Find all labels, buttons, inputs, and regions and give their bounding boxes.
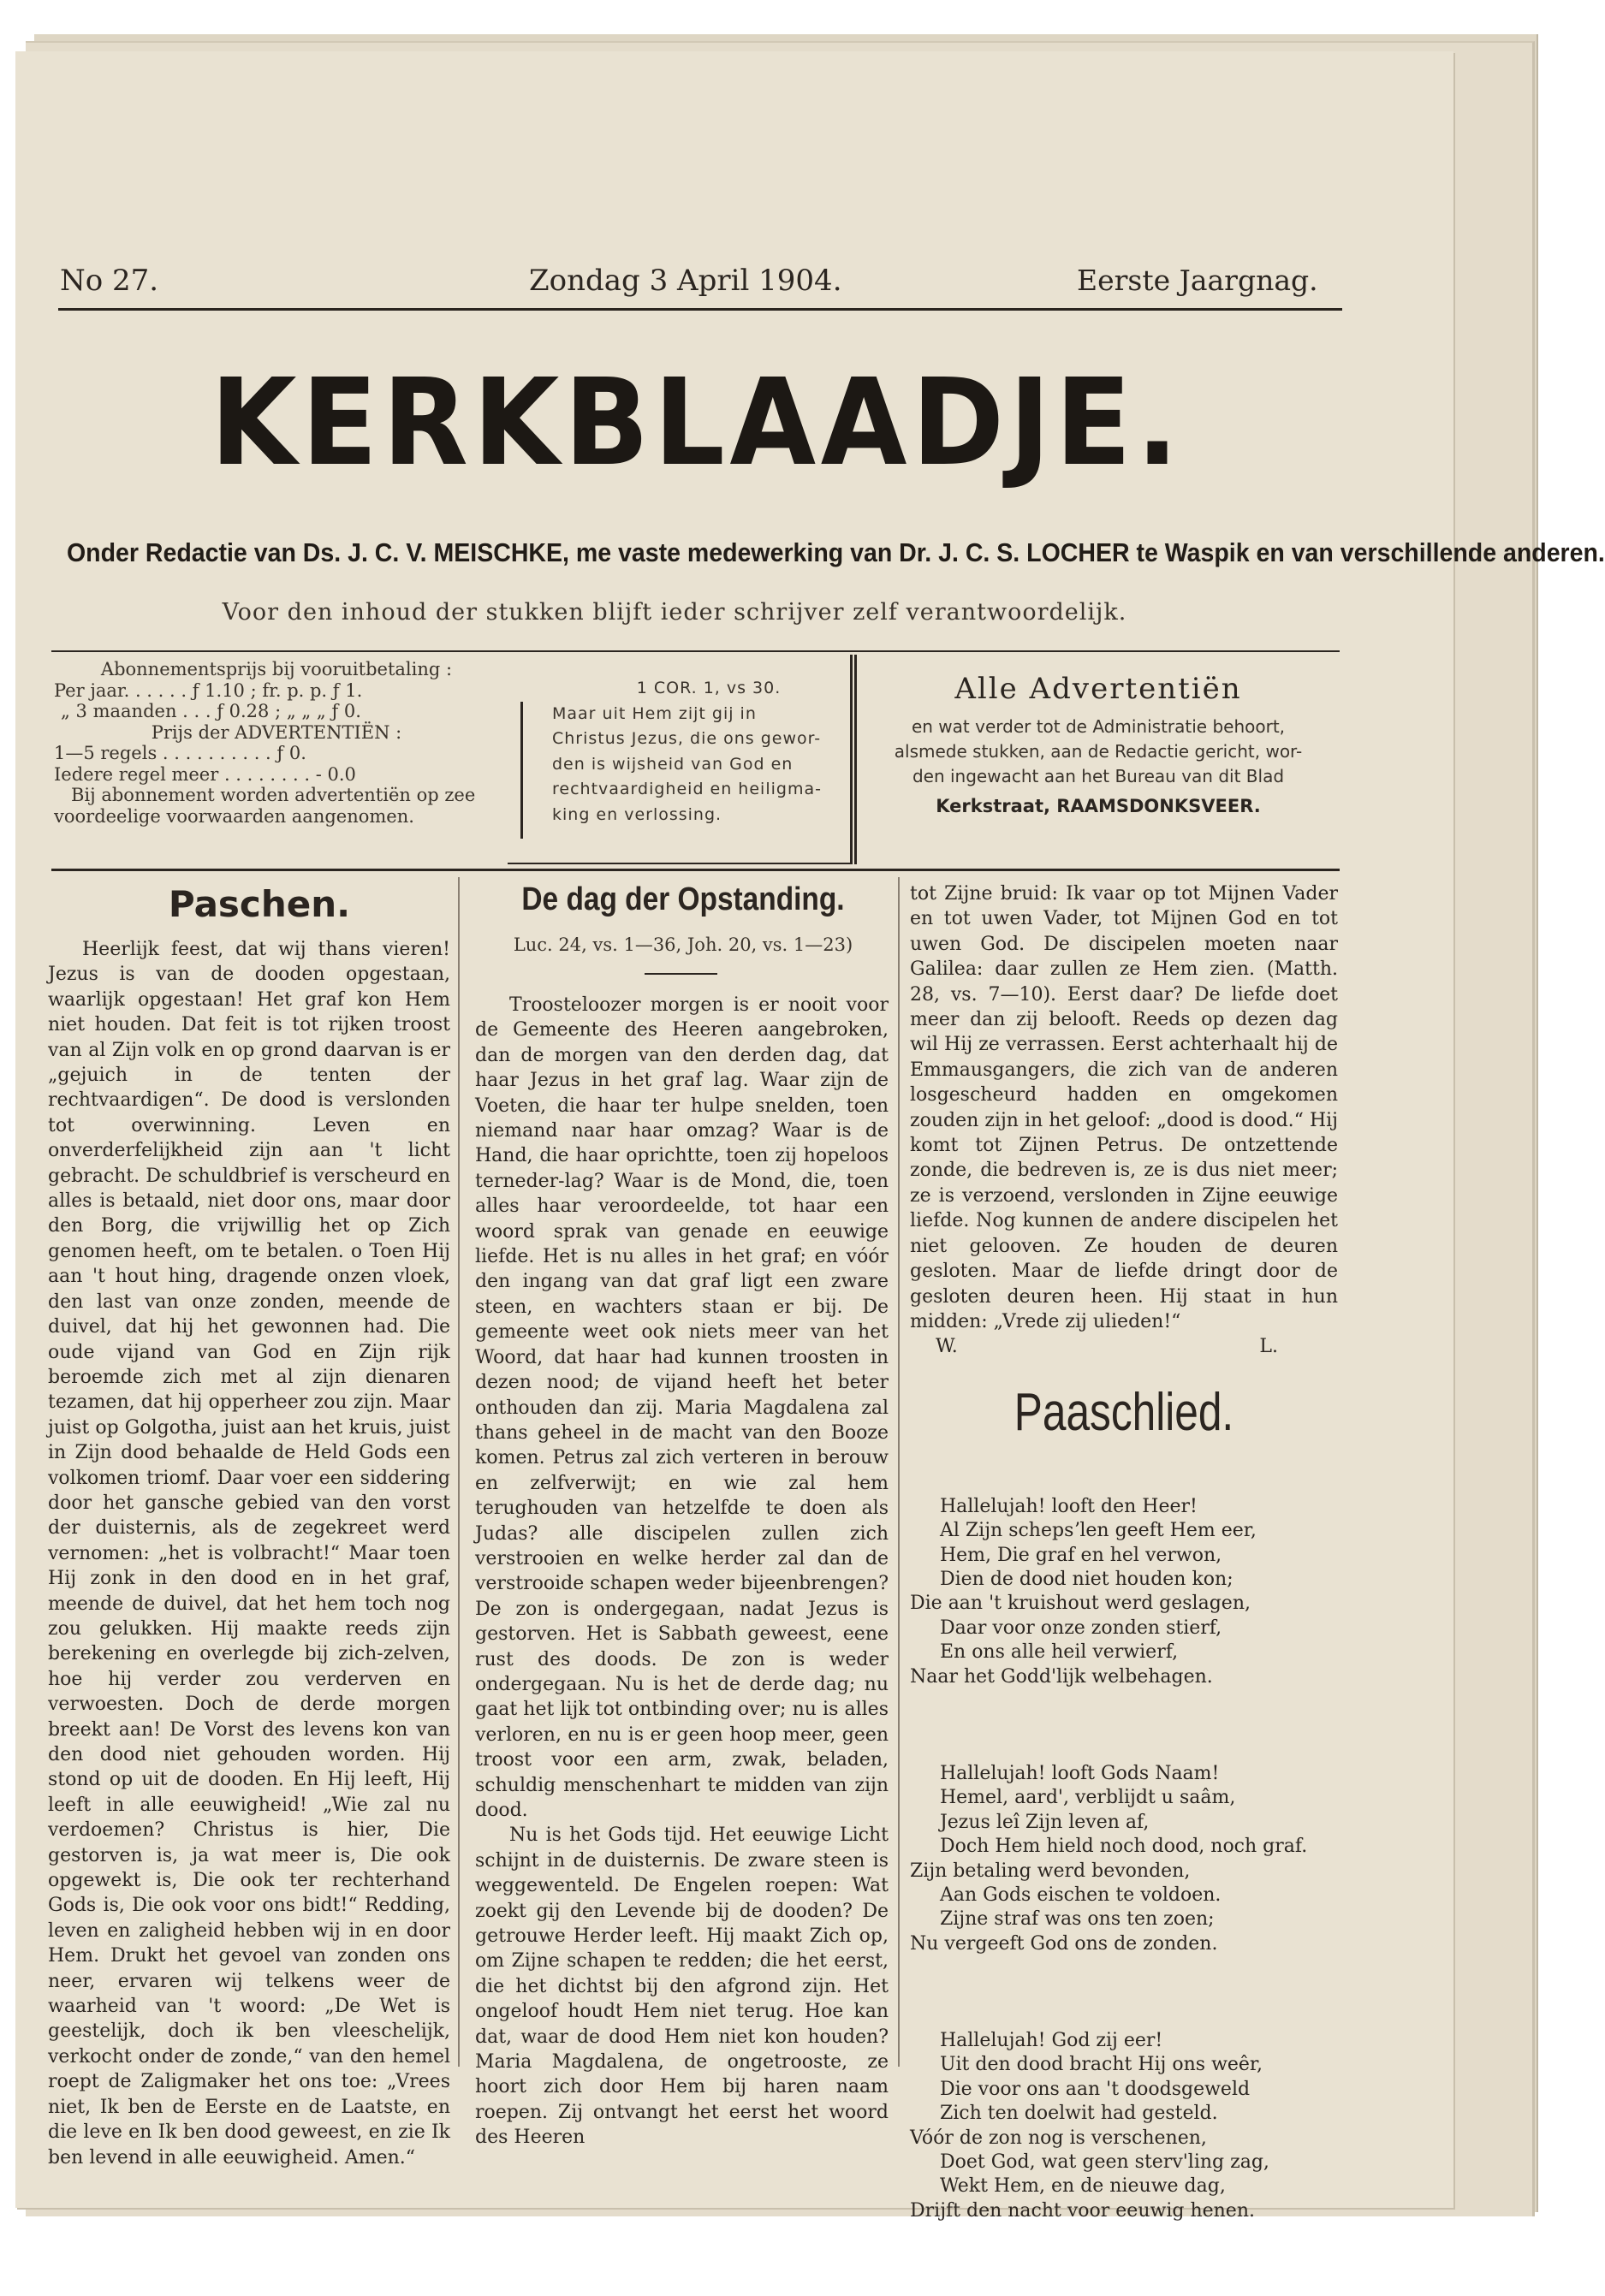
advertisement-line: en wat verder tot de Administratie behoort,: [911, 716, 1286, 737]
verse-line: Christus Jezus, die ons gewor-: [552, 729, 822, 748]
masthead-title: KERKBLAADJE.: [210, 353, 1184, 493]
verse-box-right-rule: [850, 655, 853, 864]
poem-title: Paaschlied.: [1014, 1383, 1234, 1442]
article-opstanding-body-part2: [910, 881, 1338, 1360]
signature-initial-left: W.: [936, 1336, 958, 1358]
advertisement-line: alsmede stukken, aan de Redactie gericht, wor-: [894, 741, 1303, 762]
verse-box: [533, 676, 850, 828]
verse-box-left-rule: [520, 702, 523, 839]
editorial-line: Onder Redactie van Ds. J. C. V. MEISCHKE, me vaste medewerking van Dr. J. C. S. LOCHER te Waspik en van verschillende anderen.: [67, 537, 1605, 567]
subscription-line: „ 3 maanden . . . ƒ 0.28 ; „ „ „ ƒ 0.: [61, 701, 361, 721]
advertisement-box: [863, 672, 1334, 816]
verse-box-bottom-rule: [508, 863, 852, 864]
newspaper-page: [15, 51, 1605, 2222]
column-rule-1: [458, 877, 460, 2067]
verse-line: rechtvaardigheid en heiligma-: [552, 780, 822, 798]
subscription-heading: Abonnementsprijs bij vooruitbetaling :: [100, 659, 453, 679]
issue-date: Zondag 3 April 1904.: [529, 264, 842, 298]
responsibility-line: Voor den inhoud der stukken blijft ieder schrijver zelf verantwoordelijk.: [222, 599, 1127, 626]
advert-price-heading: Prijs der ADVERTENTIËN :: [151, 721, 402, 743]
header-rule: [58, 308, 1342, 311]
advert-box-left-rule: [854, 655, 857, 864]
subscription-line: voordeelige voorwaarden aangenomen.: [54, 805, 414, 827]
article-paschen-body: [48, 937, 450, 2170]
article-reference-rule: [645, 973, 717, 975]
advertisement-address: Kerkstraat, RAAMSDONKSVEER.: [936, 796, 1261, 816]
advertisement-line: den ingewacht aan het Bureau van dit Blad: [912, 766, 1285, 786]
article-paragraph: Nu is het Gods tijd. Het eeuwige Licht schijnt in de duisternis. De zware steen is weggewenteld. De Engelen roepen: Wat zoekt gij den Levende bij de dooden? De getrouwe Herder leeft. Hij maakt Zich op, om Zijne schapen te redden; die het eerst, die het dichtst bij den afgrond zijn. Het ongeloof houdt Hem niet terug. Hoe kan dat, waar de dood Hem niet kon houden? Maria Magdalena, de ongetrooste, ze hoort zich door Hem bij haren naam roepen. Zij ontvangt het eerst het woord des Heeren: [475, 1824, 889, 2149]
signature-initial-right: L.: [1259, 1336, 1278, 1358]
poem-stanza: Hallelujah! God zij eer! Uit den dood bracht Hij ons weêr, Die voor ons aan 't doodsgeweld Zich ten doelwit had gesteld. Vóór de zon nog is verschenen, Doet God, wat geen sterv'ling zag, Wekt Hem, en de nieuwe dag, Drijft den nacht voor eeuwig henen.: [910, 2029, 1269, 2222]
article-title-opstanding: De dag der Opstanding.: [521, 881, 845, 917]
box-bottom-rule: [51, 869, 1340, 871]
poem-body: [910, 1446, 1338, 2296]
verse-line: king en verlossing.: [552, 804, 722, 824]
advertisement-title: Alle Advertentiën: [954, 672, 1242, 706]
verse-line: Maar uit Hem zijt gij in: [552, 703, 757, 723]
article-reference: Luc. 24, vs. 1—36, Joh. 20, vs. 1—23): [513, 934, 853, 955]
subscription-box: [54, 659, 499, 827]
column-rule-2: [898, 877, 900, 2067]
article-title-paschen: Paschen.: [168, 883, 351, 925]
verse-line: den is wijsheid van God en: [552, 754, 794, 774]
subscription-line: 1—5 regels . . . . . . . . . . ƒ 0.: [54, 743, 306, 763]
article-paragraph-continued: tot Zijne bruid: Ik vaar op tot Mijnen Vader en tot uwen Vader, tot Mijnen God en tot uwen God. De discipelen moeten naar Galilea: daar zullen ze Hem zien. (Matth. 28, vs. 7—10). Eerst daar? De liefde doet meer dan zij belooft. Reeds op dezen dag wil Hij ze verrassen. Eerst achterhaalt hij de Emmausgangers, die zich van de anderen losgescheurd hadden en omgekomen zouden zijn in het geloof: „dood is dood.“ Hij komt tot Zijnen Petrus. De ontzettende zonde, die bedreven is, ze is dus niet meer; ze is verzoend, verslonden in Zijne eeuwige liefde. Nog kunnen de andere discipelen het niet gelooven. Ze houden de deuren gesloten. Maar de liefde dringt door de gesloten deuren heen. Hij staat in hun midden: „Vrede zij ulieden!“: [910, 883, 1338, 1332]
article-opstanding-body-part1: [475, 993, 889, 2149]
poem-stanza: Hallelujah! looft Gods Naam! Hemel, aard', verblijdt u saâm, Jezus leî Zijn leven af, Doch Hem hield noch dood, noch graf. Zijn betaling werd bevonden, Aan Gods eischen te voldoen. Zijne straf was ons ten zoen; Nu vergeeft God ons de zonden.: [910, 1762, 1308, 1955]
issue-number: No 27.: [60, 264, 159, 298]
article-signature: [910, 1334, 1338, 1359]
article-paragraph: Troosteloozer morgen is er nooit voor de Gemeente des Heeren aangebroken, dan de morgen van den derden dag, dat haar Jezus in het graf lag. Waar zijn de Voeten, die haar ter hulpe snelden, toen niemand naar haar omzag? Waar is de Hand, die haar oprichtte, toen zij hopeloos terneder-lag? Waar is de Mond, die, toen alles haar veroordeelde, tot haar een woord sprak van genade en eeuwige liefde. Het is nu alles in het graf; en vóór den ingang van dat graf ligt een zware steen, en wachters staan er bij. De gemeente weet ook niets meer van het Woord, dat haar had kunnen troosten in dezen nood; de vijand heeft het beter onthouden dan zij. Maria Magdalena zal thans geheel in de macht van den Booze komen. Petrus zal zich verteren in berouw en zelfverwijt; en wie zal hem terughouden van hetzelfde te doen als Judas? alle discipelen zullen zich verstrooien en welke herder zal dan de verstrooide schapen weder bijeenbrengen? De zon is ondergegaan, nadat Jezus is gestorven. Het is Sabbath geweest, eene rust des doods. De zon is weder ondergegaan. Nu is het de derde dag; nu gaat het lijk tot ontbinding over; nu is alles verloren, en nu is er geen hoop meer, geen troost voor een arm, zwak, beladen, schuldig menschenhart te midden van zijn dood.: [475, 994, 889, 1821]
article-paragraph: Heerlijk feest, dat wij thans vieren! Jezus is van de dooden opgestaan, waarlijk opgestaan! Het graf kon Hem niet houden. Dat feit is tot rijken troost van al Zijn volk en op grond daarvan is er „gejuich in de tenten der rechtvaardigen“. De dood is verslonden tot overwinning. Leven en onverderfelijkheid zijn aan 't licht gebracht. De schuldbrief is verscheurd en alles is betaald, niet door ons, maar door den Borg, die vrijwillig het op Zich genomen heeft, om te betalen. o Toen Hij aan 't hout hing, dragende onzen vloek, den last van onze zonden, meende de duivel, dat hij het gewonnen had. Die oude vijand van God en Zijn rijk beroemde zich met al zijn dienaren tezamen, dat hij opperheer zou zijn. Maar juist op Golgotha, juist aan het kruis, juist in Zijn dood behaalde de Held Gods een volkomen triomf. Daar voer een siddering door het gansche gebied van den vorst der duisternis, als de zegekreet werd vernomen: „het is volbracht!“ Maar toen Hij zonk in den dood en in het graf, meende de duivel, dat het hem toch nog zou gelukken. Hij maakte reeds zijn berekening en overlegde bij zich-zelven, hoe hij verder zou verderven en verwoesten. Doch de derde morgen breekt aan! De Vorst des levens kon van den dood niet gehouden worden. Hij stond op uit de dooden. En Hij leeft, Hij leeft in alle eeuwigheid! „Wie zal nu verdoemen? Christus is hier, Die gestorven is, ja wat meer is, Die ook opgewekt is, Die ook ter rechterhand Gods is, Die ook voor ons bidt!“ Redding, leven en zaligheid hebben wij in en door Hem. Drukt het gevoel van zonden ons neer, ervaren wij telkens weer de waarheid van 't woord: „De Wet is geestelijk, doch ik ben vleeschelijk, verkocht onder de zonde,“ van den hemel roept de Zaligmaker het ons toe: „Vrees niet, Ik ben de Eerste en de Laatste, en die leve en Ik ben dood geweest, en zie Ik ben levend in alle eeuwigheid. Amen.“: [48, 939, 450, 2168]
subscription-line: Iedere regel meer . . . . . . . . - 0.0: [54, 763, 356, 785]
subscription-line: Bij abonnement worden advertentiën op zee: [71, 785, 476, 805]
subscription-line: Per jaar. . . . . . ƒ 1.10 ; fr. p. p. ƒ 1.: [54, 679, 363, 701]
issue-volume: Eerste Jaargnag.: [1077, 264, 1318, 297]
box-top-rule: [51, 650, 1340, 652]
verse-reference: 1 COR. 1, vs 30.: [636, 679, 782, 697]
poem-stanza: Hallelujah! looft den Heer! Al Zijn schepsʼlen geeft Hem eer, Hem, Die graf en hel verwon, Dien de dood niet houden kon; Die aan 't kruishout werd geslagen, Daar voor onze zonden stierf, En ons alle heil verwierf, Naar het Godd'lijk welbehagen.: [910, 1495, 1257, 1688]
